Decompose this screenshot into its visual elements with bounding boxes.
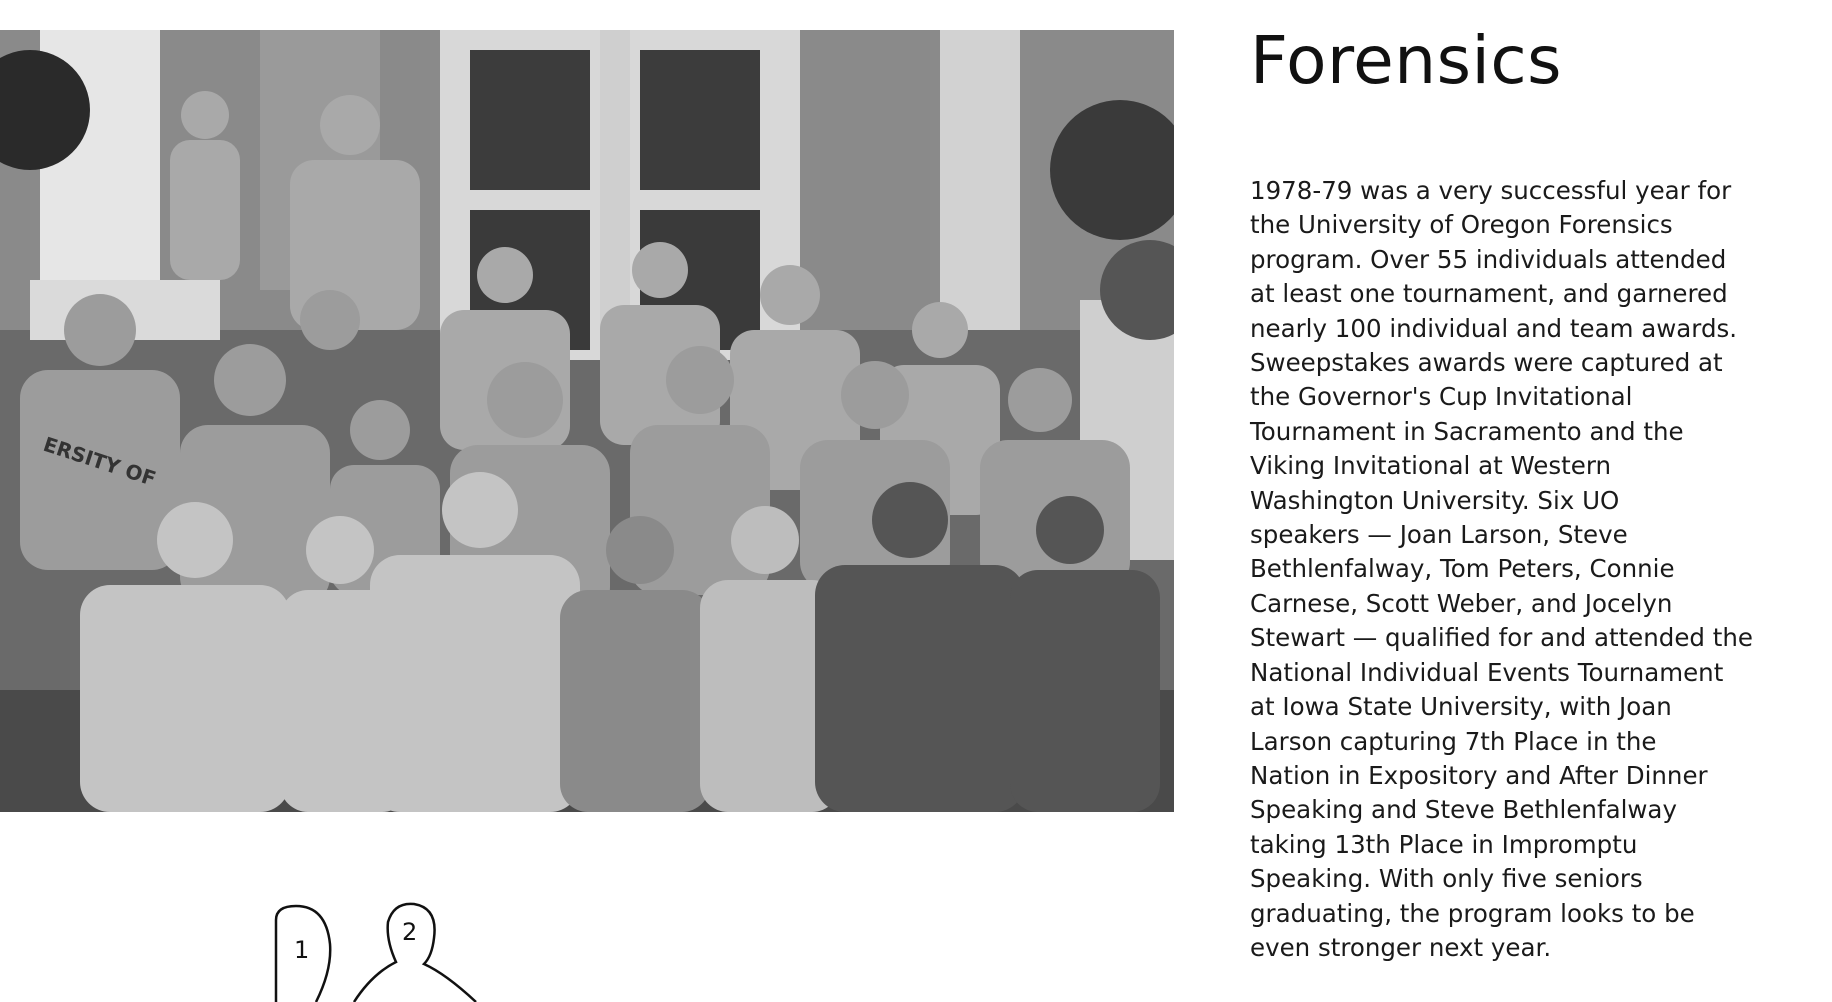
sketch-label-2: 2 (402, 918, 418, 946)
shirt-text: ERSITY OF (40, 431, 159, 491)
handwritten-sketch (262, 900, 512, 1002)
sketch-label-1: 1 (294, 936, 310, 964)
group-photo (0, 30, 1174, 812)
page-title: Forensics (1250, 22, 1563, 99)
article-body: 1978-79 was a very successful year for the University of Oregon Forensics program. Over 55 individuals attended at least one tournament, and garnered nearly 100 individual and team awards. Sweepstakes awards were captured at the Governor's Cup Invitational Tournament in Sacramento and the Viking Invitational at Western Washington University. Six UO speakers — Joan Larson, Steve Bethlenfalway, Tom Peters, Connie Carnese, Scott Weber, and Jocelyn Stewart — qualified for and attended the National Individual Events Tournament at Iowa State University, with Joan Larson capturing 7th Place in the Nation in Expository and After Dinner Speaking and Steve Bethlenfalway taking 13th Place in Impromptu Speaking. With only five seniors graduating, the program looks to be even stronger next year. (1250, 176, 1753, 962)
